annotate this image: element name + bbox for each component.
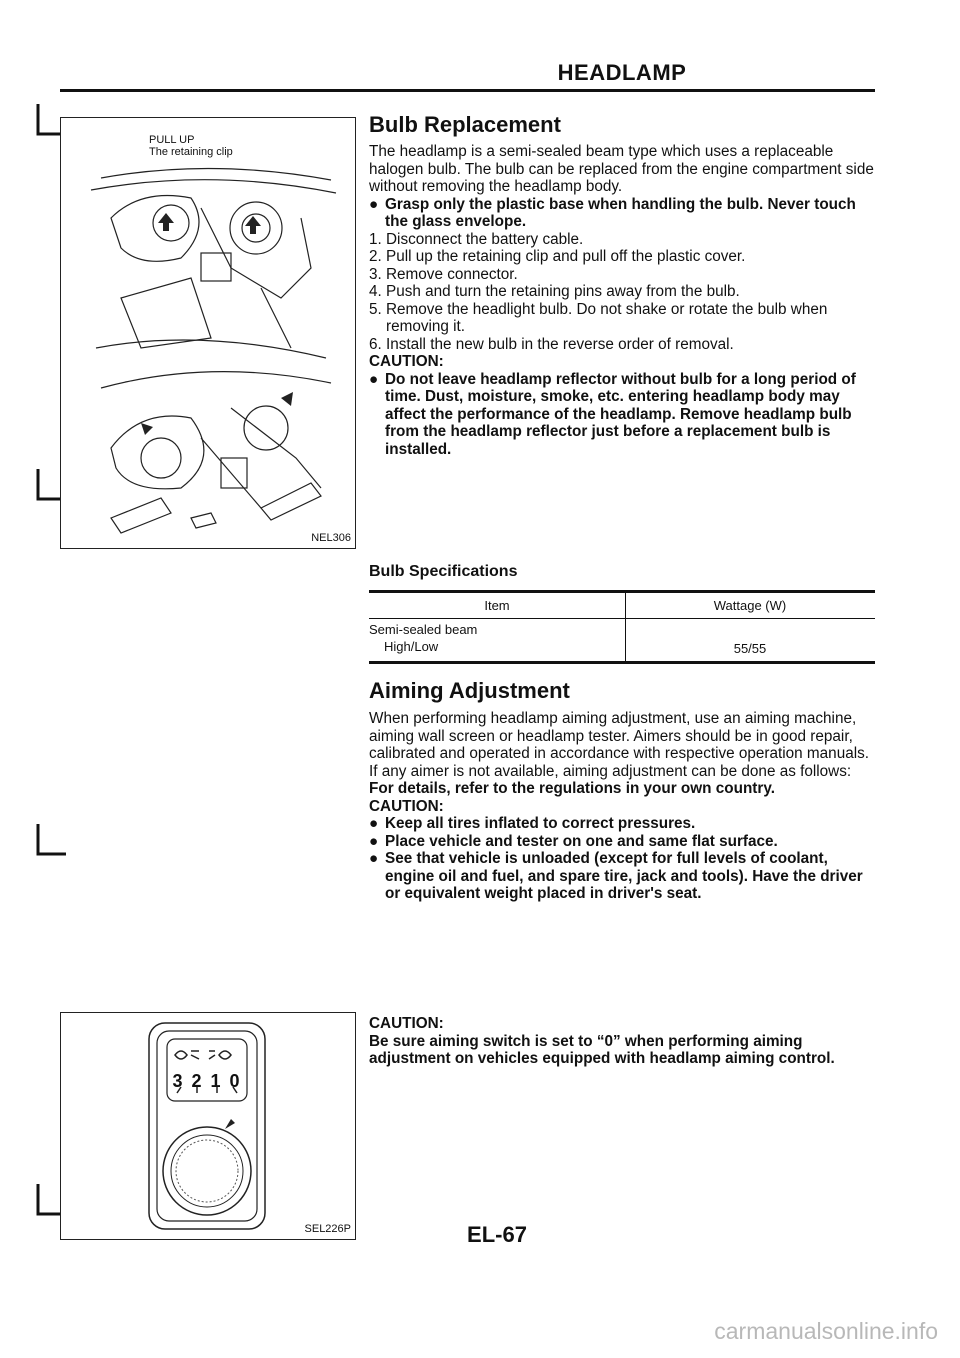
step-text: Remove the headlight bulb. Do not shake or rotate the bulb when removing it. (386, 300, 828, 335)
step-item (369, 301, 877, 336)
header-rule (60, 89, 875, 92)
bullet-icon: ● (369, 370, 379, 388)
table-bottom-rule (369, 661, 875, 664)
step-number: 4. (369, 283, 382, 300)
caution-bullet (369, 371, 877, 459)
section-heading: Bulb Replacement (369, 112, 561, 137)
step-item (369, 231, 877, 249)
page-title: HEADLAMP (557, 60, 687, 85)
step-item (369, 248, 877, 266)
step-number: 6. (369, 335, 382, 353)
step-number: 5. (369, 300, 382, 318)
aiming-paragraph: When performing headlamp aiming adjustment, use an aiming machine, aiming wall screen or headlamp tester. Aimers should be in good repair, calibrated and operated in accordance with respective operation manuals. (369, 710, 870, 762)
bullet-text: See that vehicle is unloaded (except for full levels of coolant, engine oil and fuel, and spare tire, jack and tools). Have the driver or equivalent weight placed in driver's seat. (385, 850, 863, 902)
figure-code: SEL226P (304, 1223, 351, 1235)
watermark: carmanualsonline.info (714, 1318, 938, 1344)
crop-mark (32, 820, 72, 860)
bullet-icon: ● (369, 815, 379, 832)
col-header-item: Item (484, 598, 510, 613)
details-note: For details, refer to the regulations in your own country. (369, 780, 775, 797)
table-cell-item-sub: High/Low (384, 639, 439, 654)
table-cell-wattage: 55/55 (733, 641, 767, 656)
specs-heading: Bulb Specifications (369, 563, 518, 580)
figure-label-clip: The retaining clip (149, 146, 233, 158)
aiming-caution-block (369, 1015, 869, 1068)
step-text: Install the new bulb in the reverse order of removal. (386, 335, 734, 353)
dial-numbers: 3 2 1 0 (172, 1071, 242, 1091)
step-text: Pull up the retaining clip and pull off the plastic cover. (386, 248, 746, 265)
caution-label: CAUTION: (369, 797, 444, 815)
headlamp-illustration (81, 158, 341, 538)
step-text: Push and turn the retaining pins away from the bulb. (386, 283, 740, 300)
aiming-paragraph: If any aimer is not available, aiming adjustment can be done as follows: (369, 762, 852, 780)
caution-label: CAUTION: (369, 353, 444, 370)
bullet-text: Keep all tires inflated to correct pressures. (385, 815, 696, 832)
figure-bulb-replacement (60, 117, 356, 549)
bullet-icon: ● (369, 850, 379, 867)
figure-code: NEL306 (311, 532, 351, 544)
caution-bullet (369, 833, 877, 851)
bullet-icon: ● (369, 832, 379, 850)
caution-bullet (369, 850, 877, 903)
caution-bullet (369, 815, 877, 833)
section-heading: Aiming Adjustment (369, 678, 570, 703)
bullet-icon: ● (369, 195, 379, 213)
figure-label-pull-up: PULL UP (149, 134, 195, 146)
intro-paragraph: The headlamp is a semi-sealed beam type which uses a replaceable halogen bulb. The bulb can be replaced from the engine compartment side without removing the headlamp body. (369, 143, 874, 195)
aiming-switch-illustration (147, 1021, 267, 1233)
step-number: 2. (369, 248, 382, 265)
step-number: 3. (369, 265, 382, 283)
step-text: Remove connector. (386, 265, 518, 283)
caution-text: Be sure aiming switch is set to “0” when performing aiming adjustment on vehicles equipped with headlamp aiming control. (369, 1032, 835, 1067)
bulb-replacement-body (369, 143, 877, 458)
step-item (369, 283, 877, 301)
table-cell-item: Semi-sealed beam (369, 622, 478, 637)
caution-label: CAUTION: (369, 1015, 444, 1032)
step-text: Disconnect the battery cable. (386, 230, 584, 248)
step-item (369, 336, 877, 354)
note-bullet (369, 196, 877, 231)
col-header-wattage: Wattage (W) (713, 598, 787, 613)
caution-text: Do not leave headlamp reflector without bulb for a long period of time. Dust, moisture, smoke, etc. entering headlamp body may affect the performance of the headlamp. Remove headlamp bulb from the headlamp reflector just before a replacement bulb is installed. (385, 370, 856, 458)
note-text: Grasp only the plastic base when handling the bulb. Never touch the glass envelope. (385, 195, 856, 230)
bullet-text: Place vehicle and tester on one and same flat surface. (385, 832, 778, 850)
table-top-rule (369, 590, 875, 593)
table-header-rule (369, 618, 875, 619)
aiming-body (369, 710, 877, 903)
step-number: 1. (369, 230, 382, 248)
figure-aiming-switch (60, 1012, 356, 1240)
page-number: EL-67 (467, 1222, 527, 1247)
step-item (369, 266, 877, 284)
